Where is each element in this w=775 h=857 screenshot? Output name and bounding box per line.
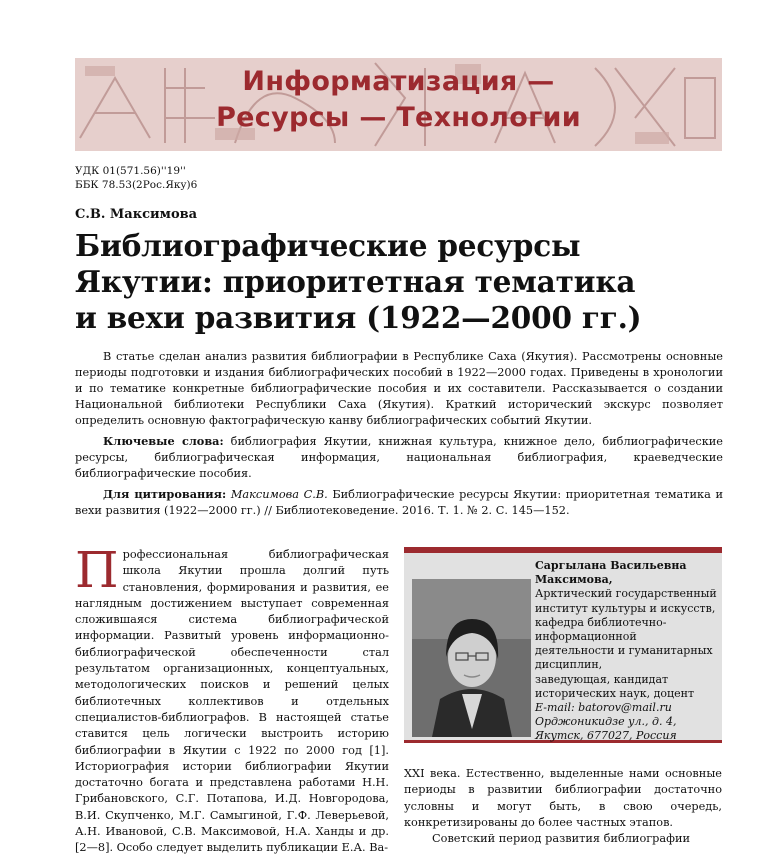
body-paragraph xyxy=(75,541,389,857)
title-line-3: и вехи развития (1922—2000 гг.) xyxy=(75,300,642,335)
bio-name: Саргылана Васильевна Максимова, xyxy=(535,559,687,587)
abstract xyxy=(75,349,723,519)
bio-text xyxy=(535,559,719,744)
bbk-code: ББК 78.53(2Рос.Яку)6 xyxy=(75,179,198,191)
body-text-right-1: XXI века. Естественно, выделенные нами основные периоды в развитии библиографии достаточно условны и могут быть, в свою очередь, конкретизированы до более частных этапов. xyxy=(404,767,722,829)
article-title xyxy=(75,228,725,336)
keywords-text: библиография Якутии, книжная культура, книжное дело, библиографические ресурсы, библиографическая информация, национальная библиография, краеведческие библиографические пособия. xyxy=(75,435,723,480)
body-text-left: рофессиональная библиографическая школа Якутии прошла долгий путь становления, формирования и развития, ее наглядным достижением выступает современная сложившаяся система библиографической информации. Развитый уровень информационно-библиографической обеспеченности стал результатом организационных, концептуальных, методологических поисков и решений целых библиотечных коллективов и отдельных специалистов-библиографов. В настоящей статье ставится цель логически выстроить историю библиографии в Якутии с 1922 по 2000 год [1]. Историография истории библиографии Якутии достаточно богата и представлена работами Н.Н. Грибановского, С.Г. Потапова, И.Д. Новгородова, В.И. Скупченко, М.Г. Самыгиной, Г.Ф. Леверьевой, А.Н. Ивановой, С.В. Максимовой, Н.А. Ханды и др. [2—8]. Особо следует выделить публикации Е.А. Ва- xyxy=(75,548,389,855)
banner-title xyxy=(75,64,722,136)
portrait-image xyxy=(412,579,531,737)
title-line-2: Якутии: приоритетная тематика xyxy=(75,264,636,299)
bio-address: Орджоникидзе ул., д. 4, Якутск, 677027, Россия xyxy=(535,715,677,743)
bio-email[interactable]: E-mail: batorov@mail.ru xyxy=(535,701,672,715)
classification-codes xyxy=(75,164,197,192)
author-bio-box xyxy=(404,547,722,743)
section-banner xyxy=(75,58,722,151)
banner-line-2: Ресурсы — Технологии xyxy=(216,102,581,133)
citation-author: Максимова С.В. xyxy=(230,488,328,501)
body-column-left xyxy=(75,541,389,857)
title-line-1: Библиографические ресурсы xyxy=(75,228,581,263)
citation-label: Для цитирования: xyxy=(103,487,227,501)
keywords xyxy=(75,433,723,482)
body-column-right xyxy=(404,766,722,847)
keywords-label: Ключевые слова: xyxy=(103,434,224,448)
author-photo xyxy=(412,579,531,737)
bio-affiliation: Арктический государственный институт культуры и искусств, xyxy=(535,587,717,615)
drop-cap: П xyxy=(75,541,119,599)
article-author: С.В. Максимова xyxy=(75,207,198,222)
bio-position: заведующая, кандидат исторических наук, доцент xyxy=(535,672,695,700)
abstract-text: В статье сделан анализ развития библиографии в Республике Саха (Якутия). Рассмотрены основные периоды подготовки и издания библиографических пособий в 1922—2000 годах. Приведены в хронологии и по тематике конкретные библиографические пособия и их составители. Рассказывается о создании Национальной библиотеки Республики Саха (Якутия). Краткий исторический экскурс позволяет определить основную фактографическую канву библиографических событий Якутии. xyxy=(75,350,723,427)
body-text-right-2: Советский период развития библиографии xyxy=(432,832,691,846)
bio-department: кафедра библиотечно-информационной деятельности и гуманитарных дисциплин, xyxy=(535,615,713,672)
udk-code: УДК 01(571.56)''19'' xyxy=(75,165,186,177)
citation xyxy=(75,486,723,519)
citation-text: Библиографические ресурсы Якутии: приоритетная тематика и вехи развития (1922—2000 гг.) // Библиотековедение. 2016. Т. 1. № 2. С. 145—152. xyxy=(75,488,723,517)
banner-line-1: Информатизация — xyxy=(242,66,555,97)
